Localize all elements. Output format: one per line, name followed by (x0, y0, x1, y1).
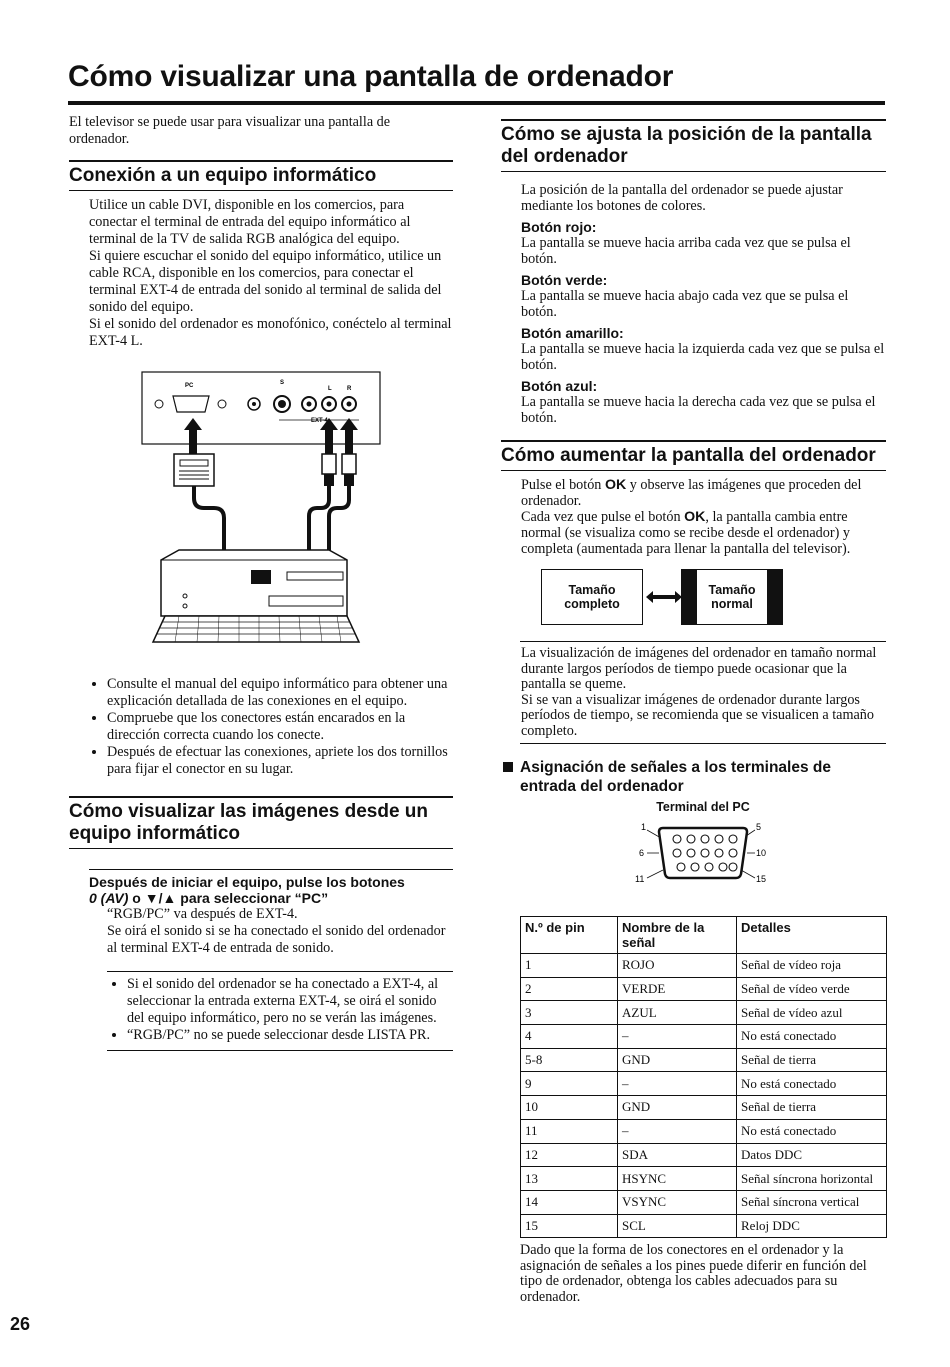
table-row (521, 1190, 887, 1214)
table-cell: – (618, 1025, 737, 1049)
enlarge-heading: Cómo aumentar la pantalla del ordenador (501, 440, 886, 471)
pin-table (520, 916, 887, 1238)
table-row (521, 1143, 887, 1167)
table-cell: Señal síncrona vertical (737, 1190, 887, 1214)
list-item: • Si el sonido del ordenador se ha conectado a EXT-4, al seleccionar la entrada externa EXT-4, se oirá el sonido del equipo informático, pero no se verán las imágenes. (127, 976, 453, 1027)
table-cell: 10 (521, 1096, 618, 1120)
table-cell: Señal de vídeo verde (737, 977, 887, 1001)
pin-label-15: 15 (756, 874, 767, 884)
table-cell: VSYNC (618, 1190, 737, 1214)
table-cell: ROJO (618, 954, 737, 978)
keyboard (153, 616, 359, 642)
color-buttons (501, 219, 886, 426)
step-tail: para seleccionar “PC” (176, 890, 329, 906)
list-item: • “RGB/PC” no se puede seleccionar desde LISTA PR. (127, 1027, 453, 1044)
r-terminal-label: R (347, 386, 352, 392)
view-step (89, 869, 453, 957)
view-body: “RGB/PC” va después de EXT-4. Se oirá el sonido si se ha conectado el sonido del ordenador al terminal EXT-4 de entrada de sonido. (107, 906, 446, 956)
vga-connector-diagram (623, 818, 783, 888)
table-cell: GND (618, 1096, 737, 1120)
table-cell: Señal de vídeo azul (737, 1001, 887, 1025)
list-item: • Consulte el manual del equipo informático para obtener una explicación detallada de las conexiones en el equipo. (107, 676, 453, 710)
button-text-blue: La pantalla se mueve hacia la derecha cada vez que se pulsa el botón. (521, 394, 876, 426)
av-button-label: 0 (AV) (89, 890, 129, 906)
s-terminal-label: S (280, 380, 285, 386)
table-row (521, 1167, 887, 1191)
table-cell: – (618, 1119, 737, 1143)
table-cell: No está conectado (737, 1025, 887, 1049)
table-cell: Señal de tierra (737, 1096, 887, 1120)
connection-diagram (69, 360, 453, 660)
table-cell: GND (618, 1048, 737, 1072)
table-cell: AZUL (618, 1001, 737, 1025)
table-cell: Señal de tierra (737, 1048, 887, 1072)
table-row (521, 1096, 887, 1120)
table-cell: – (618, 1072, 737, 1096)
ok-button-label: OK (604, 477, 627, 493)
button-label-blue: Botón azul: (521, 378, 598, 394)
view-bullets (69, 976, 453, 1044)
l-terminal-label: L (328, 386, 332, 392)
size-normal-label: Tamaño normal (708, 583, 756, 611)
enlarge-p1-b: y observe las imágenes que proceden del ordenador. (521, 477, 862, 509)
button-label-green: Botón verde: (521, 272, 608, 288)
left-column (69, 114, 453, 1051)
enlarge-p2-b: , la pantalla cambia entre normal (se visualiza como se recibe desde el ordenador) y completa (aumentada para llenar la pantalla del televisor). (521, 509, 851, 557)
divider (520, 641, 886, 642)
table-row (521, 1119, 887, 1143)
enlarge-note: La visualización de imágenes del ordenador en tamaño normal durante largos períodos de tiempo puede ocasionar que la pantalla se queme. Si se van a visualizar imágenes de ordenador durante largos períodos de tiempo, se recomienda que se visualicen a tamaño completo. (521, 645, 877, 739)
enlarge-p1-a: Pulse el botón (521, 477, 605, 493)
table-cell: 9 (521, 1072, 618, 1096)
table-cell: HSYNC (618, 1167, 737, 1191)
table-cell: Señal de vídeo roja (737, 954, 887, 978)
table-cell: Datos DDC (737, 1143, 887, 1167)
terminal-label: Terminal del PC (656, 800, 750, 814)
terminal-diagram-wrap (520, 800, 886, 888)
list-item: • Compruebe que los conectores están encarados en la dirección correcta cuando los conecte. (107, 710, 453, 744)
ext-terminal-label: EXT-4 (311, 418, 328, 424)
rca-plug-r (342, 454, 356, 474)
table-row (521, 977, 887, 1001)
step-line-1: Después de iniciar el equipo, pulse los botones (89, 874, 405, 890)
button-text-yellow: La pantalla se mueve hacia la izquierda cada vez que se pulsa el botón. (521, 341, 885, 373)
column-header: Detalles (737, 917, 887, 954)
dvi-plug (174, 454, 214, 486)
size-full-box (541, 569, 643, 625)
button-text-red: La pantalla se mueve hacia arriba cada vez que se pulsa el botón. (521, 235, 851, 267)
table-cell: 12 (521, 1143, 618, 1167)
list-item: • Después de efectuar las conexiones, apriete los dos tornillos para fijar el conector en su lugar. (107, 744, 453, 778)
up-down-button-label: ▼/▲ (144, 890, 177, 906)
button-text-green: La pantalla se mueve hacia abajo cada vez que se pulsa el botón. (521, 288, 849, 320)
pin-label-6: 6 (639, 848, 645, 858)
table-row (521, 954, 887, 978)
table-row (521, 1025, 887, 1049)
table-cell: SDA (618, 1143, 737, 1167)
pc-terminal-label: PC (185, 383, 194, 389)
table-row (521, 1072, 887, 1096)
signals-heading: Asignación de señales a los terminales de entrada del ordenador (520, 759, 831, 795)
double-arrow-icon (646, 590, 682, 604)
table-cell: 2 (521, 977, 618, 1001)
signals-footer: Dado que la forma de los conectores en el ordenador y la asignación de señales a los pines puede diferir en función del tipo de ordenador, obtenga los cables adecuados para su ordenador. (520, 1242, 867, 1305)
table-cell: 4 (521, 1025, 618, 1049)
table-cell: 3 (521, 1001, 618, 1025)
divider (107, 971, 453, 972)
table-cell: 13 (521, 1167, 618, 1191)
position-intro: La posición de la pantalla del ordenador se puede ajustar mediante los botones de colores. (521, 182, 843, 214)
table-cell: SCL (618, 1214, 737, 1238)
table-header-row (521, 917, 887, 954)
button-label-yellow: Botón amarillo: (521, 325, 624, 341)
connection-bullets (69, 676, 453, 778)
rca-plug-l (322, 454, 336, 474)
table-cell: 1 (521, 954, 618, 978)
table-row (521, 1048, 887, 1072)
table-cell: Reloj DDC (737, 1214, 887, 1238)
intro-text: El televisor se puede usar para visualizar una pantalla de ordenador. (69, 114, 391, 147)
page-title: Cómo visualizar una pantalla de ordenador (68, 60, 674, 93)
position-heading: Cómo se ajusta la posición de la pantalla del ordenador (501, 119, 886, 172)
square-bullet-icon (503, 762, 513, 772)
table-row (521, 1001, 887, 1025)
pin-label-10: 10 (756, 848, 767, 858)
button-label-red: Botón rojo: (521, 219, 597, 235)
pin-label-5: 5 (756, 822, 762, 832)
table-cell: 5-8 (521, 1048, 618, 1072)
table-cell: 14 (521, 1190, 618, 1214)
pin-label-11: 11 (635, 874, 645, 884)
view-heading: Cómo visualizar las imágenes desde un equipo informático (69, 796, 453, 849)
ok-button-label: OK (684, 509, 706, 525)
step-line-2 (89, 890, 453, 906)
table-cell: Señal síncrona horizontal (737, 1167, 887, 1191)
column-header: Nombre de la señal (618, 917, 737, 954)
enlarge-p2-a: Cada vez que pulse el botón (521, 509, 685, 525)
table-cell: No está conectado (737, 1119, 887, 1143)
table-cell: VERDE (618, 977, 737, 1001)
enlarge-p2 (521, 509, 886, 557)
table-cell: 15 (521, 1214, 618, 1238)
enlarge-body (501, 477, 886, 557)
enlarge-p1 (521, 477, 886, 509)
divider (520, 743, 886, 744)
signals-heading-row (501, 758, 886, 796)
size-toggle-diagram (541, 569, 886, 627)
table-cell: 11 (521, 1119, 618, 1143)
page-number: 26 (10, 1314, 31, 1334)
size-normal-box (681, 569, 783, 625)
right-column (501, 119, 886, 1305)
pin-table-body (521, 954, 887, 1238)
connection-body: Utilice un cable DVI, disponible en los comercios, para conectar el terminal de entrada del equipo informático al terminal de la TV de salida RGB analógica del equipo. Si quiere escuchar el sonido del equipo informático, utilice un cable RCA, disponible en los comercios, para conectar el terminal EXT-4 de entrada del sonido al terminal de salida del sonido del equipo. Si el sonido del ordenador es monofónico, conéctelo al terminal EXT-4 L. (89, 197, 452, 349)
column-header: N.º de pin (521, 917, 618, 954)
connection-heading: Conexión a un equipo informático (69, 160, 453, 191)
size-full-label: Tamaño completo (564, 583, 620, 611)
pin-label-1: 1 (641, 822, 647, 832)
table-row (521, 1214, 887, 1238)
divider (107, 1050, 453, 1051)
title-rule (68, 101, 885, 105)
step-or: o (128, 890, 145, 906)
table-cell: No está conectado (737, 1072, 887, 1096)
